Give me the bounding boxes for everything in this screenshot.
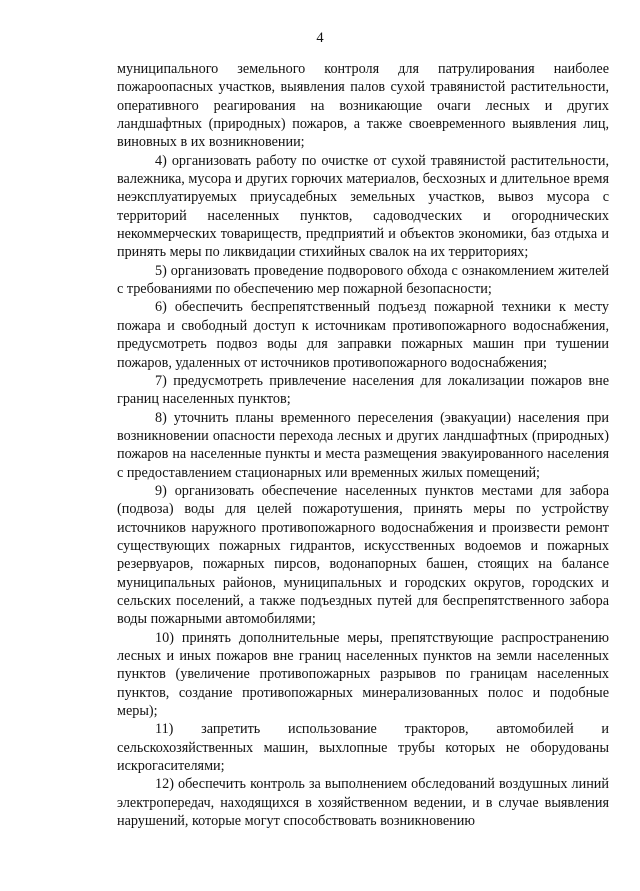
paragraph-item-5: 5) организовать проведение подворового обхода с ознакомлением жителей с требованиями по обеспечению мер пожарной безопасности;: [117, 262, 609, 298]
paragraph-item-12: 12) обеспечить контроль за выполнением обследований воздушных линий электропередач, находящихся в хозяйственном ведении, и в случае выявления нарушений, которые могут способствовать возникновению: [117, 776, 609, 830]
paragraph-continuation: муниципального земельного контроля для патрулирования наиболее пожароопасных участков, выявления палов сухой травянистой растительности, оперативного реагирования на возникающие очаги лесных и других ландшафтных (природных) пожаров, а также своевременного выявления лиц, виновных в их возникновении;: [117, 61, 609, 151]
paragraph-item-6: 6) обеспечить беспрепятственный подъезд пожарной техники к месту пожара и свободный доступ к источникам противопожарного водоснабжения, предусмотреть подвоз воды для заправки пожарных машин при тушении пожаров, удаленных от источников противопожарного водоснабжения;: [117, 299, 609, 371]
paragraph-item-7: 7) предусмотреть привлечение населения для локализации пожаров вне границ населенных пунктов;: [117, 372, 609, 408]
paragraph-item-8: 8) уточнить планы временного переселения (эвакуации) населения при возникновении опасности перехода лесных и других ландшафтных (природных) пожаров на населенные пункты и места размещения эвакуированного населения с предоставлением стационарных или временных жилых помещений;: [117, 409, 609, 481]
paragraph-item-11: 11) запретить использование тракторов, автомобилей и сельскохозяйственных машин, выхлопные трубы которых не оборудованы искрогасителями;: [117, 721, 609, 775]
paragraph-item-4: 4) организовать работу по очистке от сухой травянистой растительности, валежника, мусора и других горючих материалов, бесхозных и длительное время неэксплуатируемых приусадебных земельных участков, вывоз мусора с территорий населенных пунктов, садоводческих и огороднических некоммерческих товариществ, предприятий и объектов экономики, баз отдыха и принять меры по ликвидации стихийных свалок на их территориях;: [117, 152, 609, 261]
page-number: 4: [316, 30, 324, 46]
paragraph-item-9: 9) организовать обеспечение населенных пунктов местами для забора (подвоза) воды для целей пожаротушения, принять меры по устройству источников наружного противопожарного водоснабжения и произвести ремонт существующих пожарных гидрантов, искусственных водоемов и пожарных резервуаров, пожарных пирсов, водонапорных башен, стоящих на балансе муниципальных районов, муниципальных и городских округов, городских и сельских поселений, а также подъездных путей для беспрепятственного забора воды пожарными автомобилями;: [117, 482, 609, 628]
document-body: [117, 60, 609, 830]
paragraph-item-10: 10) принять дополнительные меры, препятствующие распространению лесных и иных пожаров вне границ населенных пунктов на земли населенных пунктов (увеличение противопожарных разрывов по границам населенных пунктов, создание противопожарных минерализованных полос и подобные меры);: [117, 629, 609, 720]
